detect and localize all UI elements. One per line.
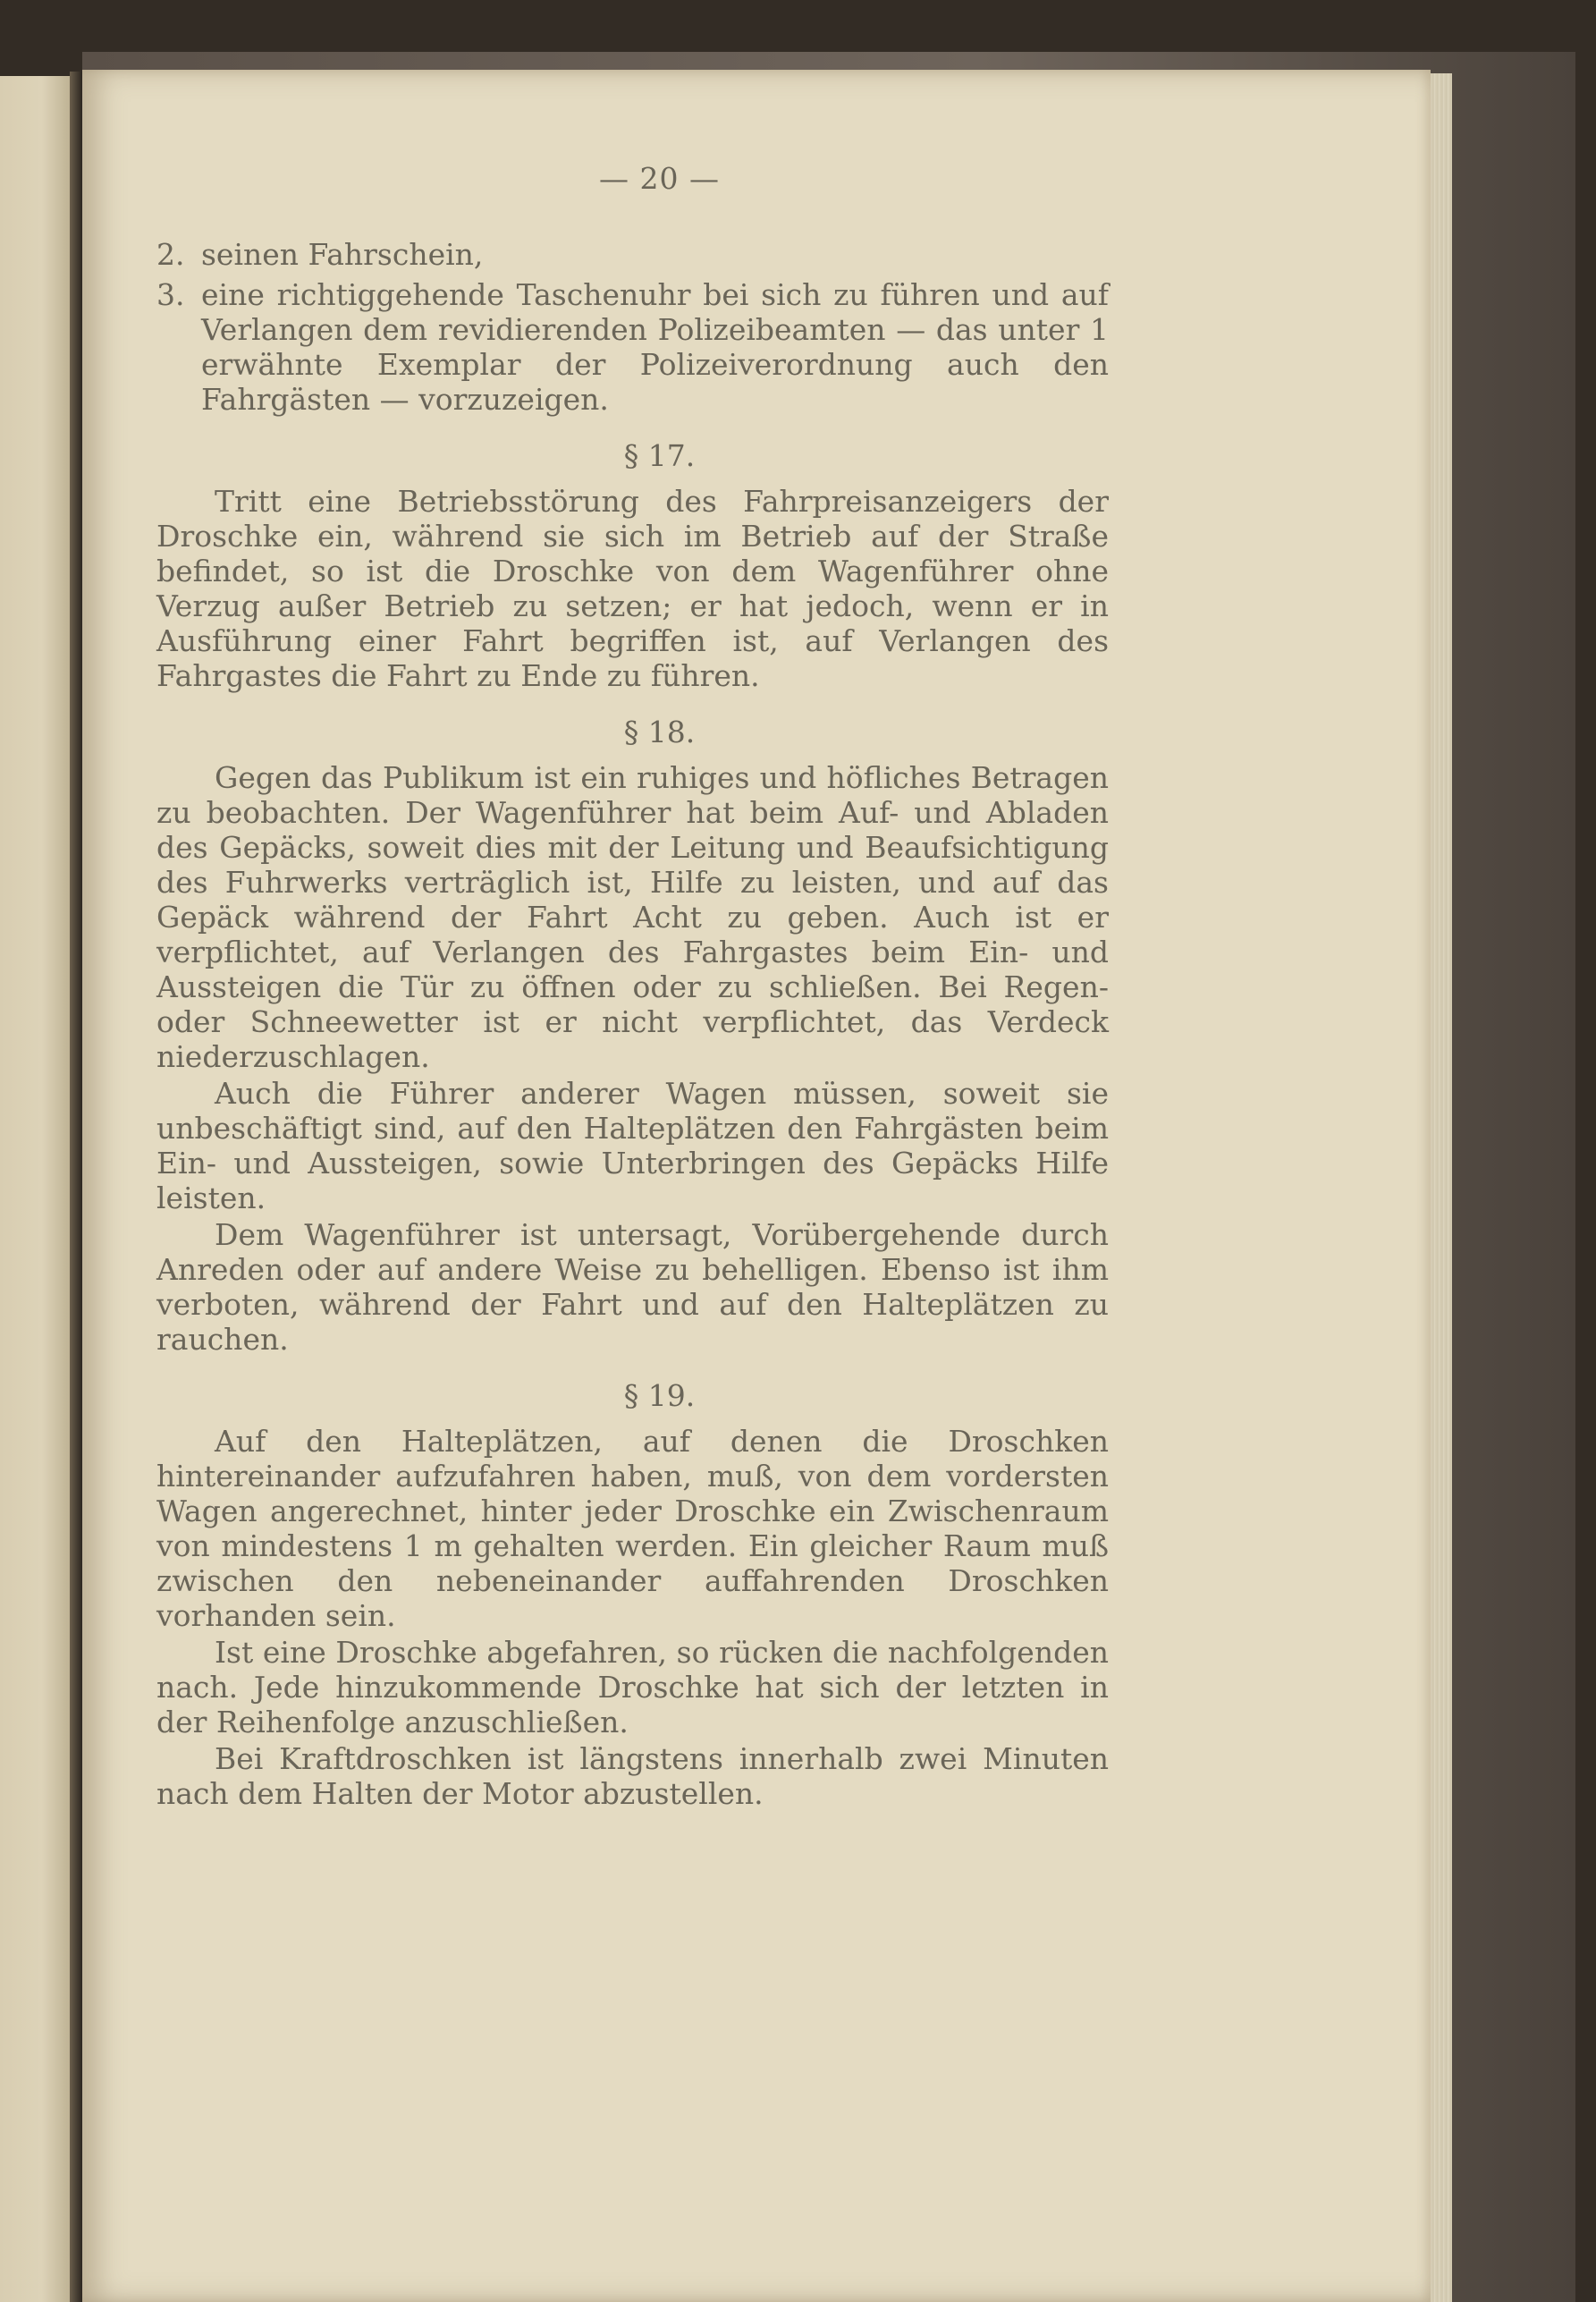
list-item xyxy=(156,237,1109,272)
page-number: — 20 — xyxy=(599,161,720,196)
book-gutter xyxy=(70,72,82,2302)
paragraph: Dem Wagenführer ist untersagt, Vorübergehende durch Anreden oder auf andere Weise zu behelligen. Ebenso ist ihm verboten, während der Fahrt und auf den Halteplätzen zu rauchen. xyxy=(156,1217,1109,1357)
section-heading-19: § 19. xyxy=(623,1378,696,1413)
paragraph: Bei Kraftdroschken ist längstens innerhalb zwei Minuten nach dem Halten der Motor abzustellen. xyxy=(156,1741,1109,1811)
paragraph: Ist eine Droschke abgefahren, so rücken die nachfolgenden nach. Jede hinzukommende Droschke hat sich der letzten in der Reihenfolge anzuschließen. xyxy=(156,1635,1109,1739)
list-text: seinen Fahrschein, xyxy=(201,237,484,272)
section-heading-18: § 18. xyxy=(623,715,696,749)
page-text xyxy=(156,161,1109,1813)
paragraph: Gegen das Publikum ist ein ruhiges und höfliches Betragen zu beobachten. Der Wagenführer hat beim Auf- und Abladen des Gepäcks, soweit dies mit der Leitung und Beaufsichtigung des Fuhrwerks verträglich ist, Hilfe zu leisten, und auf das Gepäck während der Fahrt Acht zu geben. Auch ist er verpflichtet, auf Verlangen des Fahrgastes beim Ein- und Aussteigen die Tür zu öffnen oder zu schließen. Bei Regen- oder Schneewetter ist er nicht verpflichtet, das Verdeck niederzuschlagen. xyxy=(156,760,1109,1074)
list-number: 3. xyxy=(156,277,185,312)
left-page-edge xyxy=(0,76,70,2302)
page-edges xyxy=(1431,73,1452,2302)
list-number: 2. xyxy=(156,237,185,272)
list-text: eine richtiggehende Taschenuhr bei sich zu führen und auf Verlangen dem revidierenden Polizeibeamten — das unter 1 erwähnte Exemplar der Polizeiverordnung auch den Fahrgästen — vorzuzeigen. xyxy=(201,277,1109,417)
paragraph: Auf den Halteplätzen, auf denen die Droschken hintereinander aufzufahren haben, muß, von dem vordersten Wagen angerechnet, hinter jeder Droschke ein Zwischenraum von mindestens 1 m gehalten werden. Ein gleicher Raum muß zwischen den nebeneinander auffahrenden Droschken vorhanden sein. xyxy=(156,1424,1109,1633)
paragraph: Auch die Führer anderer Wagen müssen, soweit sie unbeschäftigt sind, auf den Halteplätzen den Fahrgästen beim Ein- und Aussteigen, sowie Unterbringen des Gepäcks Hilfe leisten. xyxy=(156,1076,1109,1215)
paragraph: Tritt eine Betriebsstörung des Fahrpreisanzeigers der Droschke ein, während sie sich im Betrieb auf der Straße befindet, so ist die Droschke von dem Wagenführer ohne Verzug außer Betrieb zu setzen; er hat jedoch, wenn er in Ausführung einer Fahrt begriffen ist, auf Verlangen des Fahrgastes die Fahrt zu Ende zu führen. xyxy=(156,484,1109,693)
list-item xyxy=(156,277,1109,417)
section-heading-17: § 17. xyxy=(623,438,696,473)
